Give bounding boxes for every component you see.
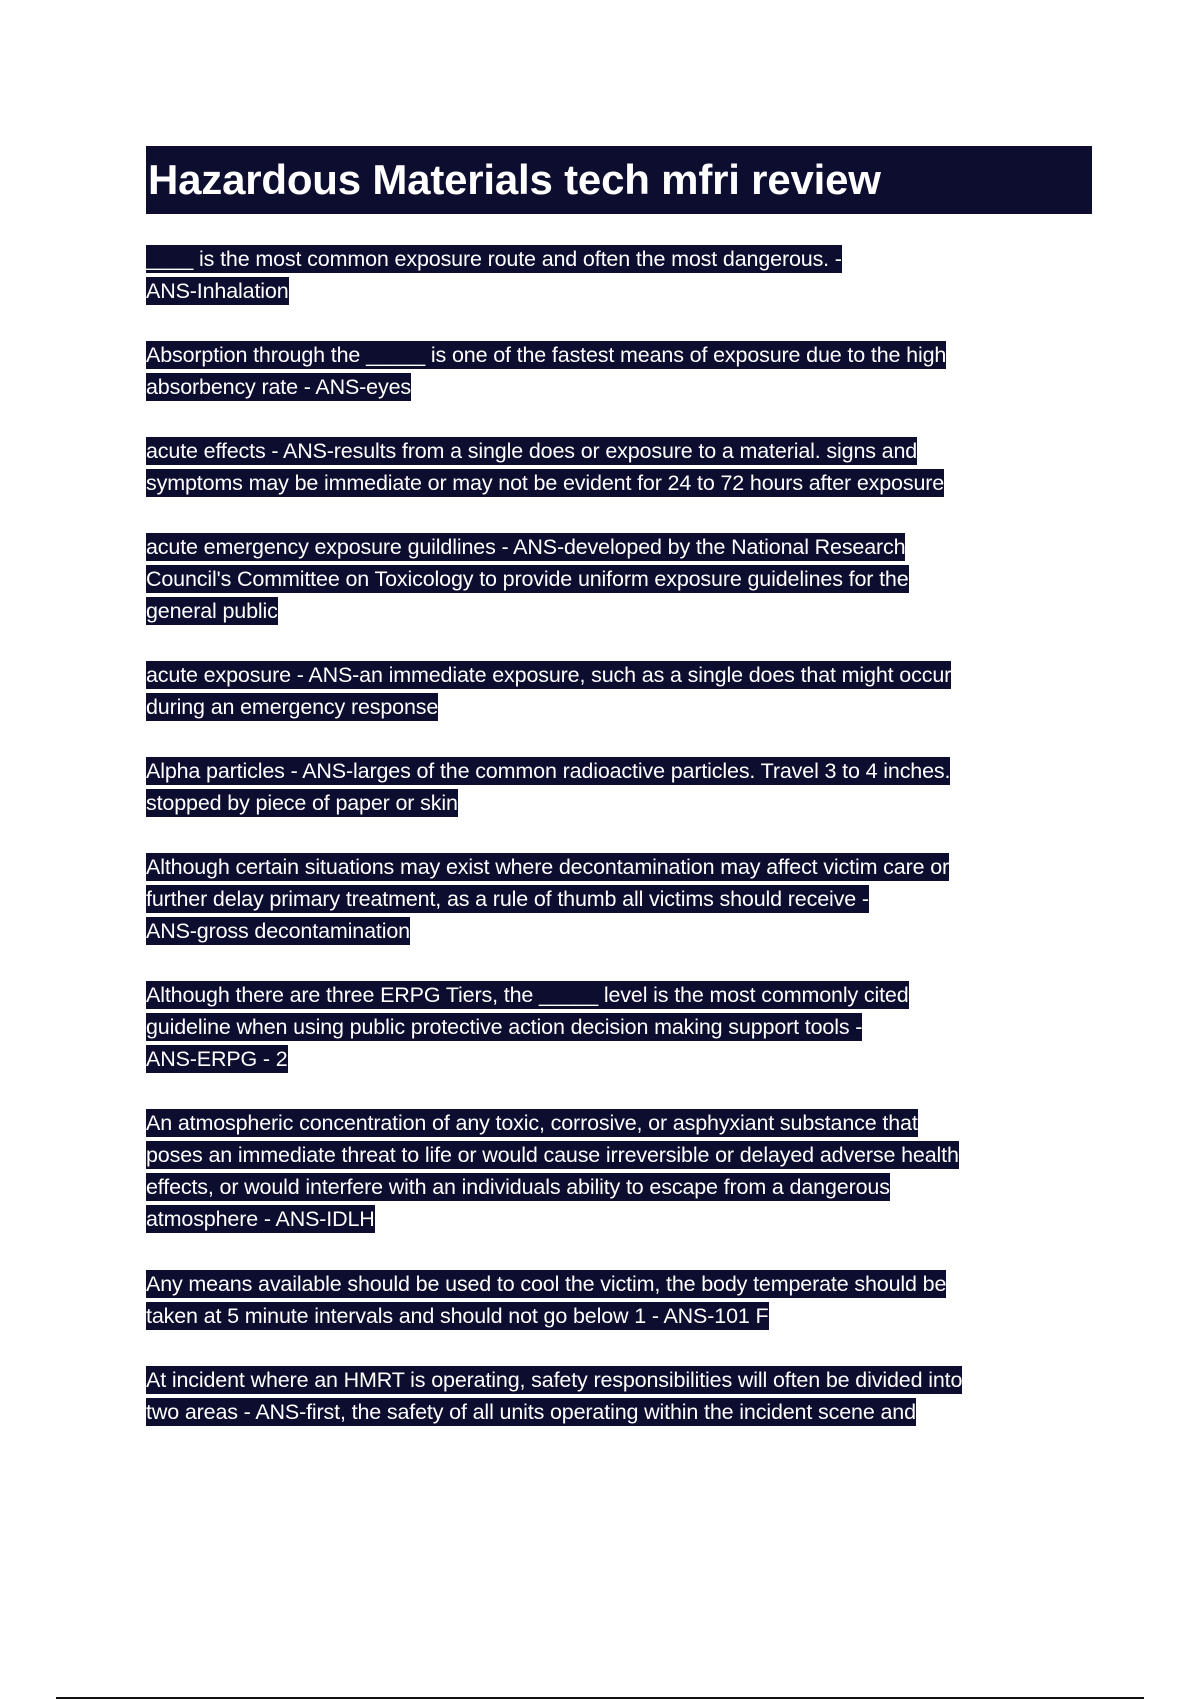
text-line: Council's Committee on Toxicology to provide uniform exposure guidelines for the (146, 567, 909, 591)
text-line: Although certain situations may exist where decontamination may affect victim care or (146, 855, 950, 879)
text-line: ANS-ERPG - 2 (146, 1047, 288, 1071)
text-line: guideline when using public protective action decision making support tools - (146, 1015, 863, 1039)
document-title: Hazardous Materials tech mfri review (148, 156, 881, 203)
text-line: stopped by piece of paper or skin (146, 791, 458, 815)
text-line: Any means available should be used to cool the victim, the body temperate should be (146, 1272, 947, 1296)
text-line: Although there are three ERPG Tiers, the _____ level is the most commonly cited (146, 983, 909, 1007)
text-line: acute exposure - ANS-an immediate exposure, such as a single does that might occur (146, 663, 952, 687)
text-line: Absorption through the _____ is one of the fastest means of exposure due to the high (146, 343, 947, 367)
text-line: acute emergency exposure guildlines - ANS-developed by the National Research (146, 535, 906, 559)
text-line: atmosphere - ANS-IDLH (146, 1207, 375, 1231)
text-line: An atmospheric concentration of any toxic, corrosive, or asphyxiant substance that (146, 1111, 918, 1135)
text-line: two areas - ANS-first, the safety of all units operating within the incident scene and (146, 1400, 916, 1424)
text-line: ____ is the most common exposure route and often the most dangerous. - (146, 247, 842, 271)
text-line: ANS-gross decontamination (146, 919, 410, 943)
footer-rule (56, 1697, 1144, 1699)
text-line: At incident where an HMRT is operating, safety responsibilities will often be divided into (146, 1368, 963, 1392)
text-line: ANS-Inhalation (146, 279, 289, 303)
text-line: Alpha particles - ANS-larges of the common radioactive particles. Travel 3 to 4 inches. (146, 759, 951, 783)
text-line: general public (146, 599, 278, 623)
text-line: effects, or would interfere with an individuals ability to escape from a dangerous (146, 1175, 890, 1199)
text-line: absorbency rate - ANS-eyes (146, 375, 411, 399)
text-line: taken at 5 minute intervals and should not go below 1 - ANS-101 F (146, 1304, 769, 1328)
text-line: further delay primary treatment, as a rule of thumb all victims should receive - (146, 887, 869, 911)
text-line: poses an immediate threat to life or would cause irreversible or delayed adverse health (146, 1143, 959, 1167)
text-line: symptoms may be immediate or may not be evident for 24 to 72 hours after exposure (146, 471, 945, 495)
text-line: acute effects - ANS-results from a single does or exposure to a material. signs and (146, 439, 918, 463)
text-line: during an emergency response (146, 695, 439, 719)
document-title-bar (146, 146, 1092, 214)
